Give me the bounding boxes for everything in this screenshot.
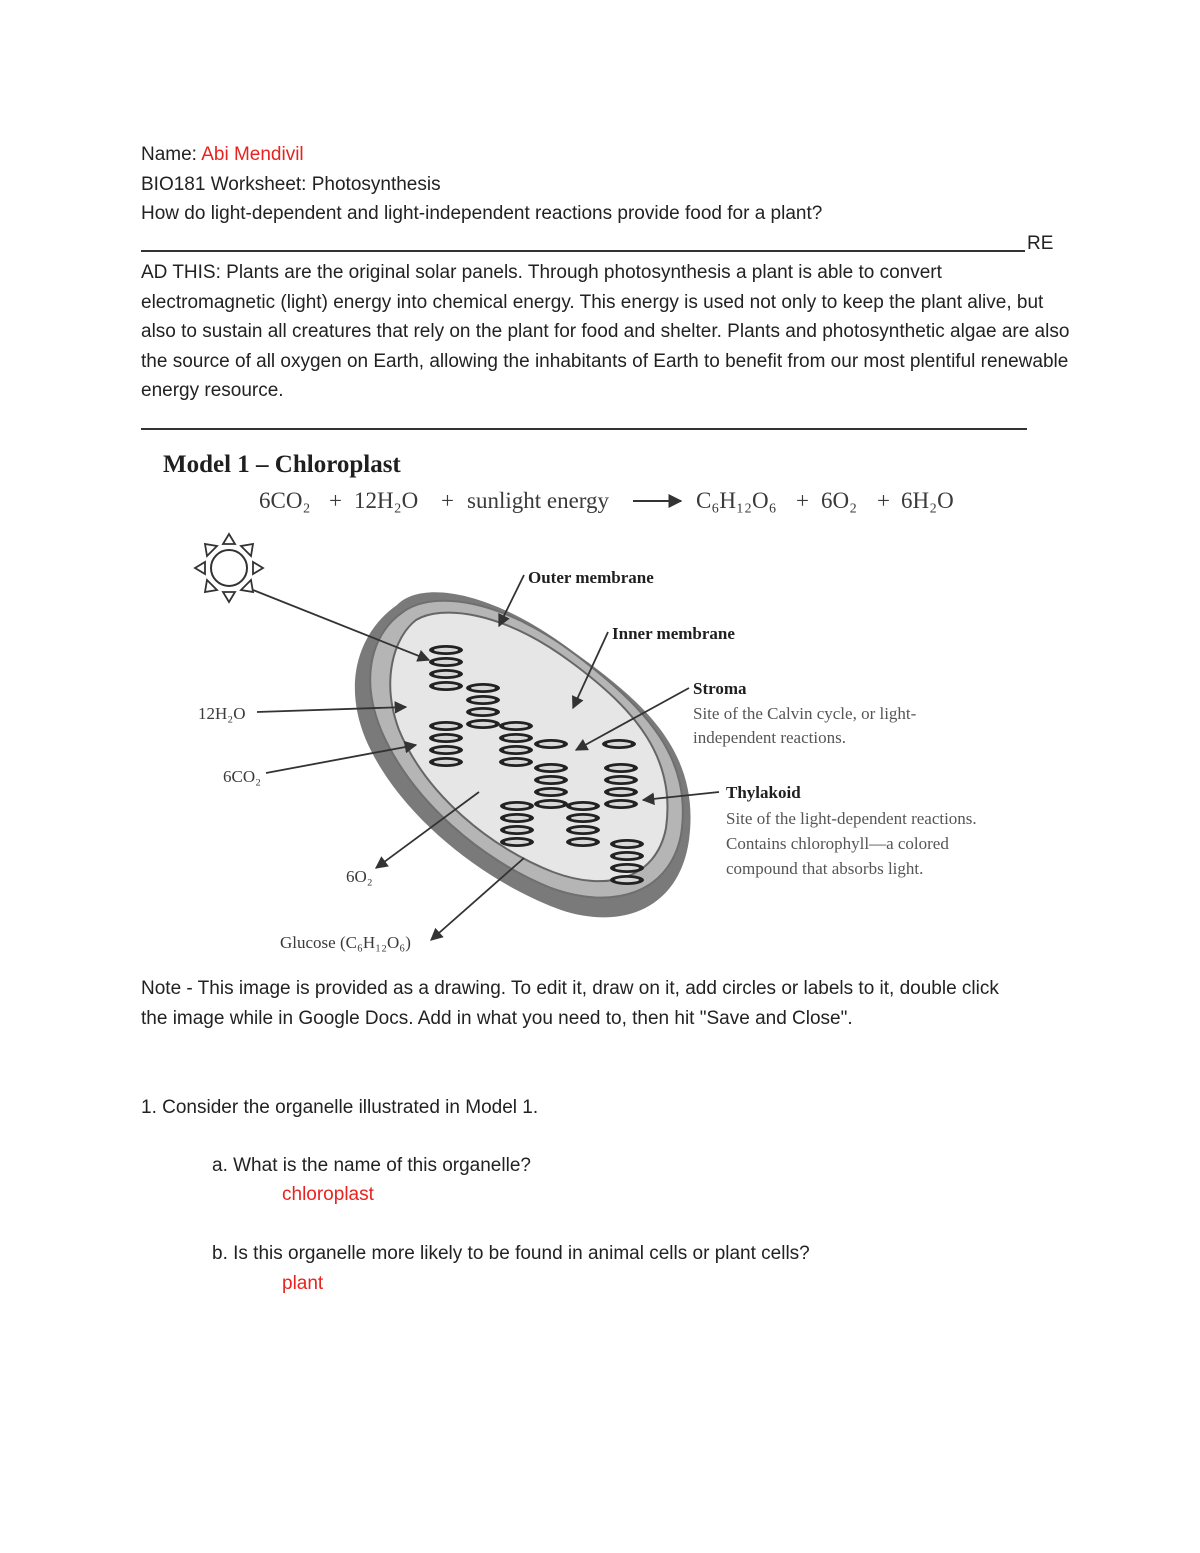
eq-oxygen: 6O₂ [821,488,858,513]
eq-co2: 6CO₂ [259,488,311,513]
answer-1b[interactable]: plant [282,1273,324,1294]
label-outer-membrane: Outer membrane [528,568,654,587]
label-inner-membrane: Inner membrane [612,624,735,643]
eq-water: 12H₂O [354,488,419,513]
svg-text:+: + [796,488,809,513]
intro-suffix: RE [1027,233,1054,254]
answer-1a[interactable]: chloroplast [282,1184,374,1205]
model-title: Model 1 – Chloroplast [163,451,401,478]
label-glucose-output: Glucose (C₆H₁₂O₆) [280,933,411,952]
worksheet-title: BIO181 Worksheet: Photosynthesis [141,174,441,195]
label-stroma: Stroma [693,679,747,698]
label-thylakoid: Thylakoid [726,783,801,802]
separator-line [141,250,1025,252]
svg-text:+: + [329,488,342,513]
thylakoid-description-1: Site of the light-dependent reactions. [726,809,977,828]
drawing-note: Note - This image is provided as a drawing. To edit it, draw on it, add circles or labels to it, double click the image while in Google Docs. Add in what you need to, then hit "Save and Close". [141,978,999,1029]
thylakoid-description-2: Contains chlorophyll—a colored [726,834,949,853]
student-name: Abi Mendivil [201,144,304,165]
svg-text:+: + [441,488,454,513]
chloroplast-diagram[interactable] [141,440,1041,960]
sun-icon [195,534,263,602]
stroma-description-1: Site of the Calvin cycle, or light- [693,704,917,723]
eq-water-product: 6H₂O [901,488,954,513]
thylakoid-description-3: compound that absorbs light. [726,859,924,878]
name-line [141,140,304,170]
svg-text:+: + [877,488,890,513]
separator-line-2 [141,428,1027,430]
intro-paragraph: AD THIS: Plants are the original solar panels. Through photosynthesis a plant is able to convert electromagnetic (light) energy into chemical energy. This energy is used not only to keep the plant alive, but also to sustain all creatures that rely on the plant for food and shelter. Plants and photosynthetic algae are also the source of all oxygen on Earth, allowing the inhabitants of Earth to benefit from our most plentiful renewable energy resource. [141,262,1070,401]
eq-sunlight: sunlight energy [467,488,610,513]
eq-glucose: C₆H₁₂O₆ [696,488,777,513]
name-label: Name: [141,144,197,165]
photosynthesis-equation [259,488,954,513]
label-water-input: 12H₂O [198,704,246,723]
question-1: 1. Consider the organelle illustrated in Model 1. [141,1097,539,1118]
label-oxygen-output: 6O₂ [346,867,373,886]
question-1a: a. What is the name of this organelle? [212,1155,531,1176]
stroma-description-2: independent reactions. [693,728,846,747]
label-co2-input: 6CO₂ [223,767,262,786]
question-1b: b. Is this organelle more likely to be found in animal cells or plant cells? [212,1243,810,1264]
guiding-question: How do light-dependent and light-independent reactions provide food for a plant? [141,203,823,224]
